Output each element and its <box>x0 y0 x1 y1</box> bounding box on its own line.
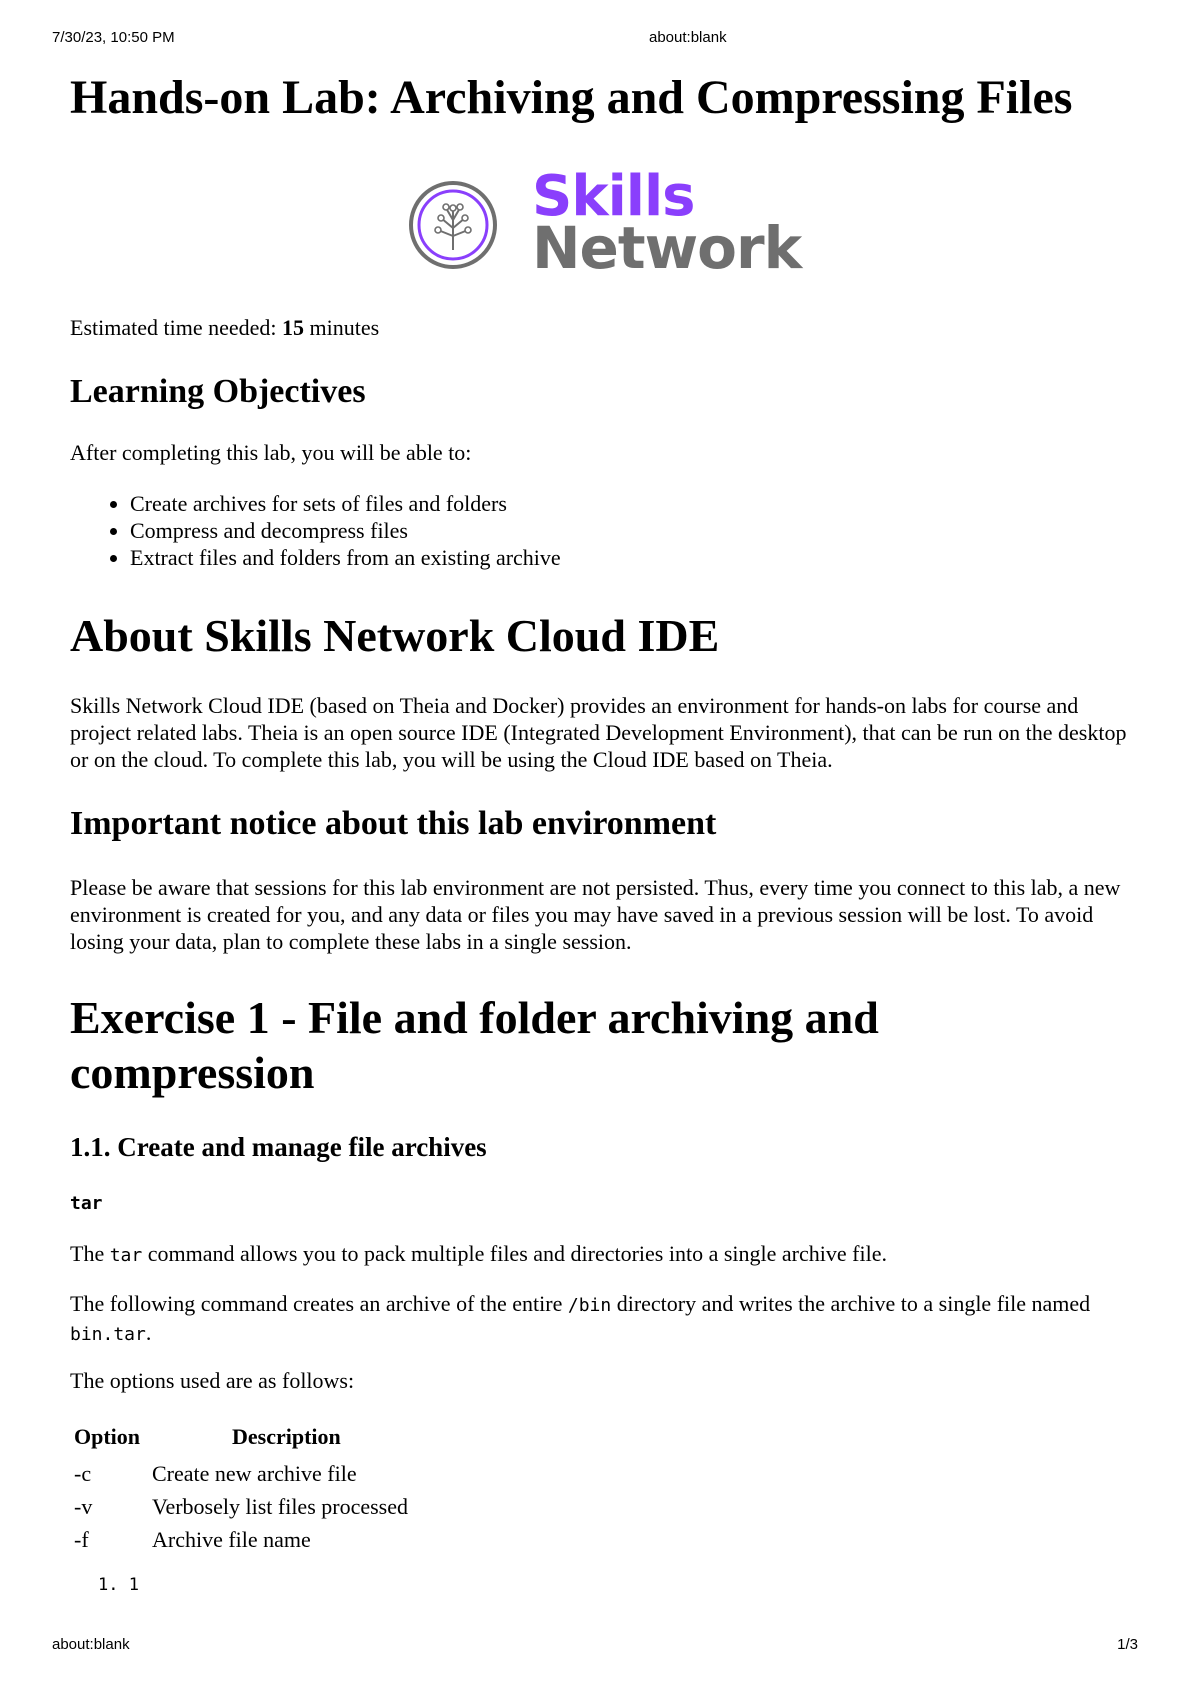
bin-archive-description: The following command creates an archive of the entire /bin directory and writes the archive to a single file named bin.tar. <box>70 1291 1091 1345</box>
about-heading: About Skills Network Cloud IDE <box>70 610 720 661</box>
objectives-list <box>70 490 561 571</box>
table-row <box>74 1523 408 1556</box>
notice-heading: Important notice about this lab environment <box>70 805 717 842</box>
inline-code: bin.tar <box>70 1324 146 1345</box>
skills-network-logo <box>408 164 808 282</box>
list-item: • Create archives for sets of files and folders <box>130 490 561 517</box>
table-row <box>74 1457 408 1490</box>
options-table <box>74 1423 408 1556</box>
print-timestamp: 7/30/23, 10:50 PM <box>52 29 175 46</box>
about-text: Skills Network Cloud IDE (based on Theia and Docker) provides an environment for hands-on labs for course and project related labs. Theia is an open source IDE (Integrated Development Environment), that can be run on the desktop or on the cloud. To complete this lab, you will be using the Cloud IDE based on Theia. <box>70 693 1127 772</box>
tar-description: The tar command allows you to pack multiple files and directories into a single archive file. <box>70 1241 887 1266</box>
page-title: Hands-on Lab: Archiving and Compressing Files <box>70 71 1073 124</box>
learning-objectives-heading: Learning Objectives <box>70 373 366 410</box>
option-cell: -c <box>74 1461 92 1486</box>
page-number: 1/3 <box>1117 1636 1138 1653</box>
list-item: • Compress and decompress files <box>130 517 561 544</box>
description-cell: Create new archive file <box>152 1461 357 1486</box>
description-cell: Archive file name <box>152 1527 311 1552</box>
tar-command-label: tar <box>70 1193 103 1214</box>
inline-code: /bin <box>567 1295 612 1316</box>
table-header-row <box>74 1423 408 1457</box>
tree-in-circle-icon <box>408 180 498 270</box>
print-footer <box>0 1636 1191 1656</box>
column-header: Option <box>74 1424 141 1449</box>
footer-url: about:blank <box>52 1636 130 1653</box>
print-header <box>0 29 1191 49</box>
list-item: • Extract files and folders from an existing archive <box>130 544 561 571</box>
objectives-intro: After completing this lab, you will be able to: <box>70 440 472 465</box>
exercise1-heading: Exercise 1 - File and folder archiving and compression <box>70 992 879 1098</box>
print-url: about:blank <box>649 29 727 46</box>
logo-skills-text: Skills <box>532 164 695 229</box>
inline-code: tar <box>109 1245 143 1266</box>
create-archives-heading: 1.1. Create and manage file archives <box>70 1132 487 1162</box>
option-cell: -f <box>74 1527 89 1552</box>
description-cell: Verbosely list files processed <box>152 1494 408 1519</box>
options-intro: The options used are as follows: <box>70 1368 355 1393</box>
code-line-number: 1. 1 <box>98 1575 139 1595</box>
option-cell: -v <box>74 1494 93 1519</box>
estimated-time-value: 15 <box>282 315 304 340</box>
logo-network-text: Network <box>532 214 802 282</box>
column-header: Description <box>232 1424 341 1449</box>
table-row <box>74 1490 408 1523</box>
estimated-time: Estimated time needed: 15 minutes <box>70 315 380 340</box>
notice-text: Please be aware that sessions for this lab environment are not persisted. Thus, every time you connect to this lab, a new environment is created for you, and any data or files you may have saved in a previous session will be lost. To avoid losing your data, plan to complete these labs in a single session. <box>70 875 1121 954</box>
